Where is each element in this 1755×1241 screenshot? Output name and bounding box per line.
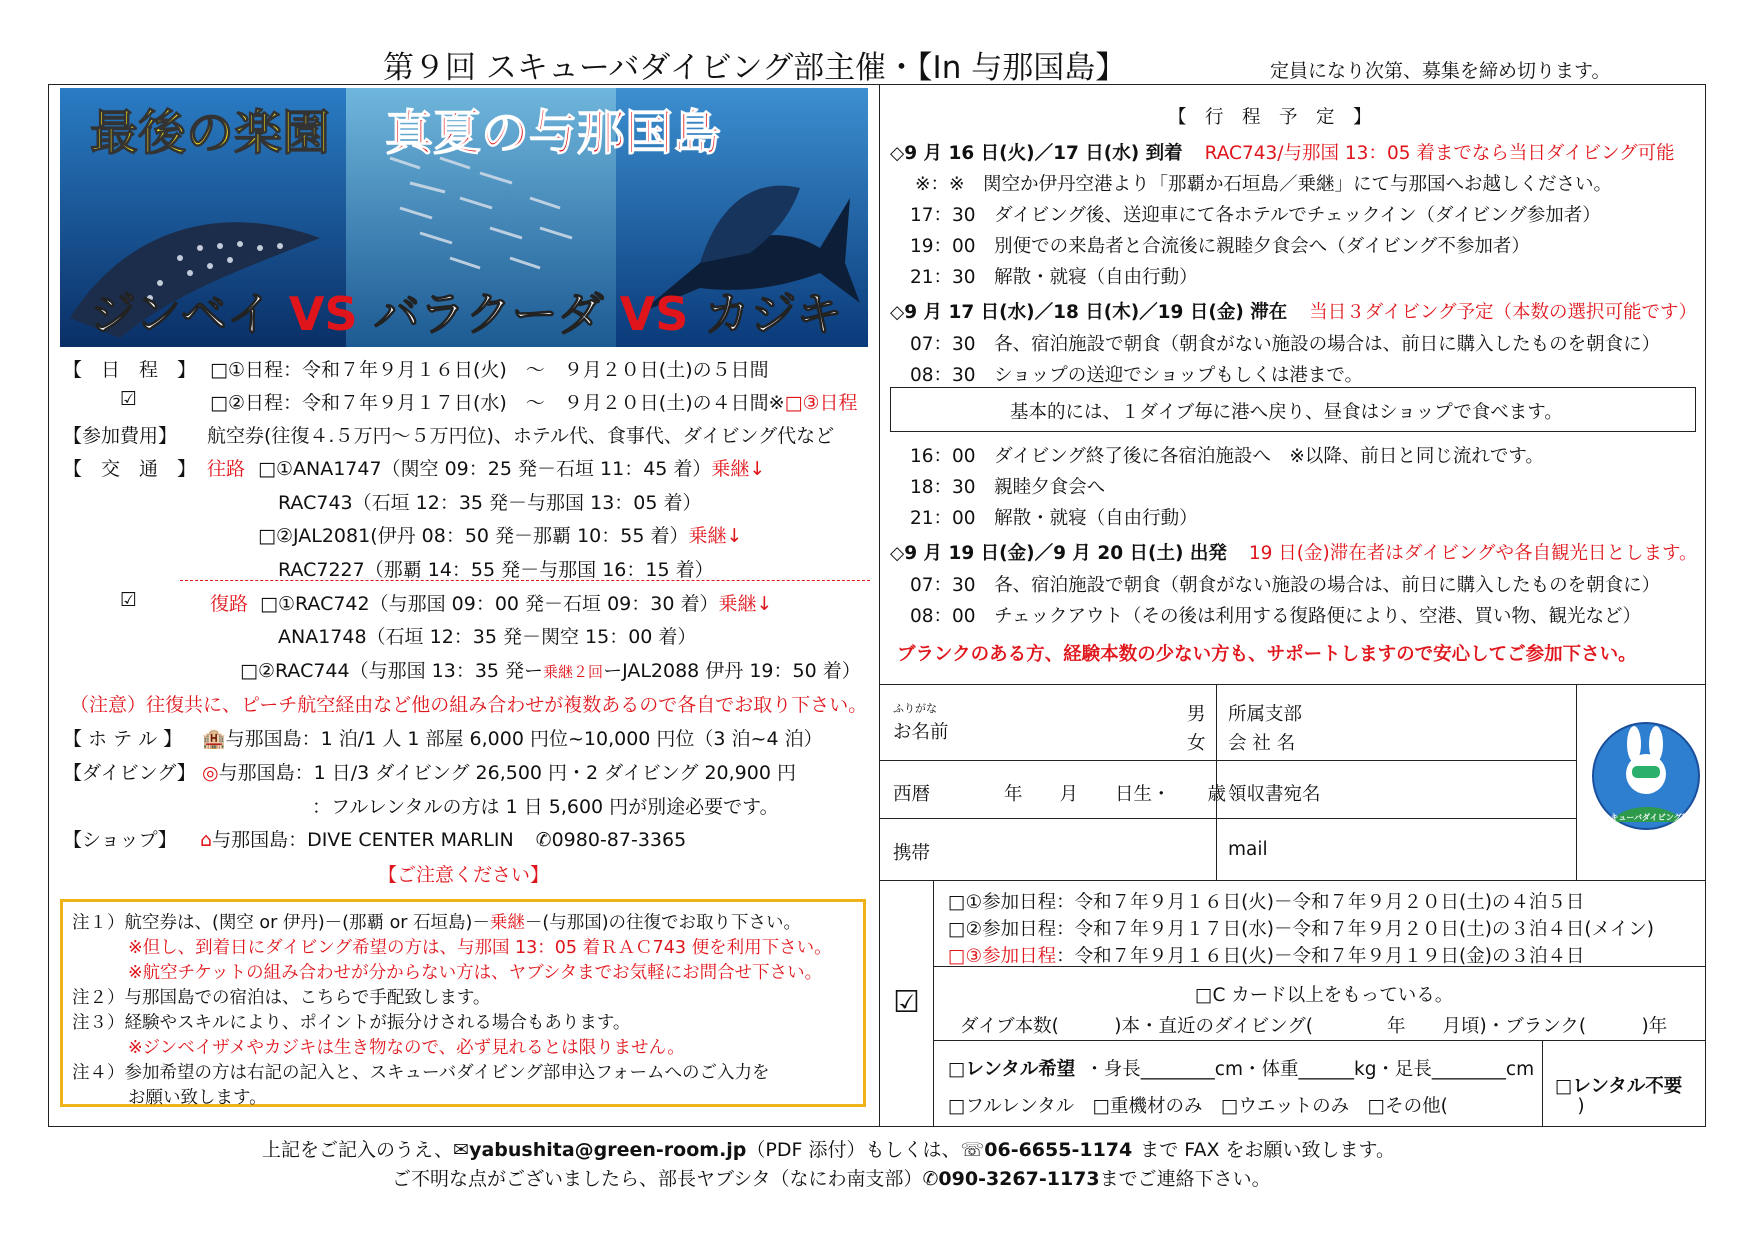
day2-line-4: 18：30 親睦夕食会へ — [910, 477, 1106, 498]
participation-option-1[interactable]: □①参加日程：令和７年９月１６日(火)－令和７年９月２０日(土)の４泊５日 — [948, 892, 1585, 913]
form-divider-2 — [1576, 684, 1577, 880]
hotel-text: 与那国島：1 泊/1 人 1 部屋 6,000 円位~10,000 円位（3 泊~4 泊） — [225, 728, 823, 750]
note-1-end: －(与那国)の往復でお取り下さい。 — [524, 913, 802, 933]
diving-rental-note: ：フルレンタルの方は 1 日 5,600 円が別途必要です。 — [312, 796, 779, 818]
return-flight-1b: ANA1748（石垣 12：35 発－関空 15：00 着） — [278, 626, 697, 648]
dive-history-field[interactable]: ダイブ本数( )本・直近のダイビング( 年 月頃)・ブランク( )年 — [960, 1016, 1668, 1037]
footer-text-1b: （PDF 添付）もしくは、☏ — [746, 1139, 985, 1161]
outbound-route-2 — [258, 521, 742, 548]
shop-info — [200, 825, 686, 852]
hotel-label: 【 ホ テ ル 】 — [63, 728, 183, 750]
double-transfer-note: 乗継２回 — [543, 663, 604, 681]
logo-caption: スキューバダイビング部 — [1602, 813, 1690, 822]
footer-text-1c: まで FAX をお願い致します。 — [1140, 1139, 1395, 1161]
banner-caption — [90, 278, 842, 344]
day1-line-1: ※：※ 関空か伊丹空港より「那覇か石垣島／乗継」にて与那国へお越しください。 — [915, 174, 1613, 195]
day1-line-4: 21：30 解散・就寝（自由行動） — [910, 267, 1198, 288]
return-label: 復路 — [210, 593, 249, 615]
contact-email[interactable]: yabushita@green-room.jp — [469, 1139, 747, 1161]
cost-text: 航空券(往復４.５万円～５万円位)、ホテル代、食事代、ダイビング代など — [207, 425, 835, 447]
day3-note: 19 日(金)滞在者はダイビングや各自観光日とします。 — [1248, 543, 1698, 564]
schedule-option-2-text: □②日程：令和７年９月１７日(水) ～ ９月２０日(土)の４日間※ — [210, 392, 785, 414]
diving-label: 【ダイビング】 — [63, 762, 196, 784]
note-1-sub-1: ※但し、到着日にダイビング希望の方は、与那国 13：05 着ＲＡＣ743 便を利用下さい。 — [128, 938, 832, 958]
transfer-note-2: 乗継↓ — [688, 525, 743, 547]
outbound-flight-2: □②JAL2081(伊丹 08：50 発－那覇 10：55 着） — [258, 525, 689, 547]
support-message: ブランクのある方、経験本数の少ない方も、サポートしますので安心してご参加下さい。 — [897, 644, 1637, 665]
footer-text-2a: ご不明な点がございましたら、部長ヤブシタ（なにわ南支部）✆ — [392, 1168, 939, 1190]
note-1-transfer: 乗継 — [489, 913, 525, 933]
furigana-label: ふりがな — [893, 702, 937, 715]
form-line-3 — [879, 818, 1576, 819]
note-3-sub: ※ジンベイザメやカジキは生き物なので、必ず見れるとは限りません。 — [128, 1038, 685, 1058]
note-2: 注２）与那国島での宿泊は、こちらで手配致します。 — [72, 988, 491, 1008]
caption-whale-shark: ジンベイ — [90, 287, 273, 341]
schedule-option-2 — [210, 388, 858, 415]
page-title: 第９回 スキューバダイビング部主催・【In 与那国島】 — [383, 50, 1127, 86]
outbound-flight-1b: RAC743（石垣 12：35 発－与那国 13：05 着） — [278, 492, 702, 514]
c-card-check[interactable]: □C カード以上をもっている。 — [1195, 985, 1454, 1006]
return-flight-2: □②RAC744（与那国 13：35 発ー — [240, 660, 544, 682]
footer-text-1a: 上記をご記入のうえ、✉ — [262, 1139, 470, 1161]
day1-line-2: 17：30 ダイビング後、送迎車にて各ホテルでチェックイン（ダイビング参加者） — [910, 205, 1601, 226]
day2-line-5: 21：00 解散・就寝（自由行動） — [910, 508, 1198, 529]
caption-vs-2: VS — [619, 287, 689, 341]
form-line-2 — [879, 760, 1576, 761]
cost-label: 【参加費用】 — [63, 425, 178, 447]
day1-line-3: 19：00 別便での来島者と合流後に親睦夕食会へ（ダイビング不参加者） — [910, 236, 1530, 257]
diving-text: 与那国島：1 日/3 ダイビング 26,500 円・2 ダイビング 20,900 円 — [218, 762, 796, 784]
participation-option-2[interactable]: □②参加日程：令和７年９月１７日(水)－令和７年９月２０日(土)の３泊４日(メイン) — [948, 919, 1655, 940]
rental-not-needed-check[interactable]: □レンタル不要 — [1555, 1076, 1683, 1097]
shop-label: 【ショップ】 — [63, 829, 177, 851]
rental-row — [948, 1055, 1534, 1081]
receipt-field[interactable]: 領収書宛名 — [1228, 784, 1321, 805]
note-1 — [72, 909, 801, 934]
mobile-field[interactable]: 携帯 — [893, 843, 931, 864]
day3-heading — [890, 539, 1698, 565]
rental-want-check[interactable]: □レンタル希望 — [948, 1059, 1076, 1080]
day1-heading — [890, 139, 1675, 165]
transfer-note-3: 乗継↓ — [718, 593, 773, 615]
day2-head-text: ◇9 月 17 日(水)／18 日(木)／19 日(金) 滞在 — [890, 302, 1288, 323]
branch-field[interactable]: 所属支部 — [1228, 704, 1303, 725]
footer-line-2 — [392, 1164, 1271, 1191]
footer-line-1 — [262, 1135, 1395, 1162]
day2-heading — [890, 298, 1697, 324]
schedule-label: 【 日 程 】 — [63, 359, 197, 381]
day2-line-1: 07：30 各、宿泊施設で朝食（朝食がない施設の場合は、前日に購入したものを朝食に） — [910, 334, 1661, 355]
footer-text-2b: までご連絡下さい。 — [1099, 1168, 1271, 1190]
house-icon: ⌂ — [200, 829, 213, 851]
schedule-option-1: □①日程：令和７年９月１６日(火) ～ ９月２０日(土)の５日間 — [210, 359, 769, 381]
day2-note: 当日３ダイビング予定（本数の選択可能です） — [1309, 302, 1697, 323]
option-3-text: ：令和７年９月１６日(火)－令和７年９月１９日(金)の３泊４日 — [1056, 946, 1585, 967]
return-check: ☑ — [120, 589, 138, 611]
banner-title-right: 真夏の与那国島 — [385, 105, 722, 161]
diving-mask-icon: ◎ — [202, 762, 219, 784]
diving-info — [202, 758, 796, 785]
form-divider-3 — [933, 880, 934, 1127]
company-field[interactable]: 会 社 名 — [1228, 733, 1296, 754]
return-flight-2c: ーJAL2088 伊丹 19：50 着） — [603, 660, 861, 682]
day3-line-1: 07：30 各、宿泊施設で朝食（朝食がない施設の場合は、前日に購入したものを朝食に） — [910, 575, 1661, 596]
hotel-info — [202, 724, 823, 751]
rental-options[interactable]: □フルレンタル □重機材のみ □ウエットのみ □その他( ) — [948, 1096, 1585, 1117]
capacity-note: 定員になり次第、募集を締め切ります。 — [1270, 60, 1611, 82]
note-4: 注４）参加希望の方は右記の記入と、スキューバダイビング部申込フォームへのご入力を — [72, 1063, 770, 1083]
lunch-info: 基本的には、１ダイブ毎に港へ戻り、昼食はショップで食べます。 — [1010, 402, 1563, 423]
day3-line-2: 08：00 チェックアウト（その後は利用する復路便により、空港、買い物、観光など） — [910, 606, 1642, 627]
note-4b: お願い致します。 — [128, 1088, 267, 1108]
banner-title-left: 最後の楽園 — [90, 105, 331, 161]
note-3: 注３）経験やスキルにより、ポイントが振分けされる場合もあります。 — [72, 1013, 631, 1033]
return-route-1 — [260, 589, 772, 616]
note-1-text: 注１）航空券は、(関空 or 伊丹)－(那覇 or 石垣島)－ — [72, 913, 490, 933]
gender-male[interactable]: 男 — [1187, 704, 1206, 725]
outbound-flight-1: □①ANA1747（関空 09：25 発－石垣 11：45 着） — [258, 458, 712, 480]
form-line-4 — [879, 880, 1706, 881]
caption-barracuda: バラクーダ — [373, 287, 604, 341]
transport-label: 【 交 通 】 — [63, 458, 197, 480]
shop-name: 与那国島：DIVE CENTER MARLIN — [212, 829, 514, 851]
return-flight-1: □①RAC742（与那国 09：00 発－石垣 09：30 着） — [260, 593, 719, 615]
schedule-option-3-ref: □③日程 — [784, 392, 858, 414]
day2-line-2: 08：30 ショップの送迎でショップもしくは港まで。 — [910, 365, 1363, 386]
outbound-route-1 — [258, 454, 765, 481]
leader-phone[interactable]: 090-3267-1173 — [938, 1168, 1100, 1190]
hotel-icon: 🏨 — [202, 728, 226, 750]
hero-banner — [60, 88, 868, 347]
transfer-note-1: 乗継↓ — [711, 458, 766, 480]
phone-icon: ✆ — [535, 829, 552, 851]
shop-phone: 0980-87-3365 — [551, 829, 687, 851]
club-logo — [1592, 722, 1700, 830]
schedule-check: ☑ — [120, 388, 138, 410]
caution-text: （注意）往復共に、ピーチ航空経由など他の組み合わせが複数あるので各自でお取り下さい。 — [70, 694, 868, 716]
mail-field[interactable]: mail — [1228, 839, 1268, 860]
option-3-label: □③参加日程 — [948, 946, 1057, 967]
center-divider — [879, 84, 880, 1127]
fax-number[interactable]: 06-6655-1174 — [984, 1139, 1133, 1161]
outbound-label: 往路 — [207, 458, 246, 480]
caption-vs-1: VS — [288, 287, 358, 341]
form-top-line — [879, 684, 1706, 685]
form-line-6 — [933, 1040, 1706, 1041]
day1-head-text: ◇9 月 16 日(火)／17 日(水) 到着 — [890, 143, 1183, 164]
route-divider — [180, 580, 870, 581]
return-route-2 — [240, 656, 861, 683]
day2-line-3: 16：00 ダイビング終了後に各宿泊施設へ ※以降、前日と同じ流れです。 — [910, 446, 1544, 467]
gender-female[interactable]: 女 — [1187, 733, 1206, 754]
name-field[interactable]: お名前 — [893, 722, 949, 743]
participation-check[interactable]: ☑ — [893, 985, 920, 1020]
body-size-fields[interactable]: ・身長________cm・体重______kg・足長________cm — [1085, 1059, 1535, 1080]
itinerary-title: 【 行 程 予 定 】 — [1168, 107, 1372, 128]
participation-option-3[interactable] — [948, 942, 1584, 968]
birth-field[interactable]: 西暦 年 月 日生・ 歳 — [893, 784, 1227, 805]
note-1-sub-2: ※航空チケットの組み合わせが分からない方は、ヤブシタまでお気軽にお問合せ下さい。 — [128, 963, 823, 983]
outbound-flight-2b: RAC7227（那覇 14：55 発－与那国 16：15 着） — [278, 559, 714, 581]
caption-marlin: カジキ — [704, 287, 843, 341]
day3-head-text: ◇9 月 19 日(金)／9 月 20 日(土) 出発 — [890, 543, 1227, 564]
day1-note: RAC743/与那国 13：05 着までなら当日ダイビング可能 — [1204, 143, 1675, 164]
attention-heading: 【ご注意ください】 — [378, 864, 550, 886]
